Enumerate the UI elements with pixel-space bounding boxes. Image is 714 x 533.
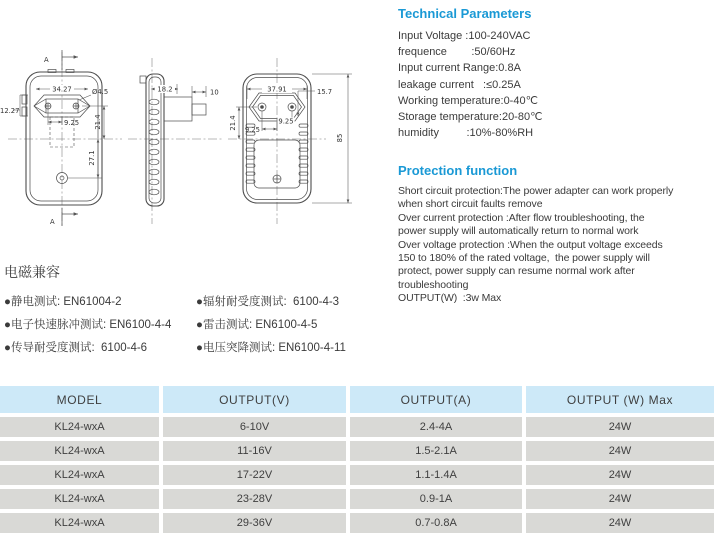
parameter-line: frequence :50/60Hz <box>398 46 516 59</box>
cell-output-a: 0.9-1A <box>350 489 522 509</box>
cell-output-w: 24W <box>526 513 714 533</box>
cell-output-v: 11-16V <box>163 441 346 461</box>
table-row <box>0 465 714 485</box>
parameter-line: Working temperature:0-40℃ <box>398 94 538 107</box>
table-row <box>0 513 714 533</box>
protection-line: 150 to 180% of the rated voltage, the power supply will <box>398 252 650 265</box>
column-header: OUTPUT(A) <box>350 386 522 413</box>
cell-output-w: 24W <box>526 417 714 437</box>
dim-label: Ø4.5 <box>92 88 109 96</box>
dim-label: 12.27 <box>0 107 20 115</box>
emc-test-item: ●静电测试: EN61004-2 <box>4 296 122 308</box>
parameter-line: Input Voltage :100-240VAC <box>398 30 531 42</box>
protection-function-title: Protection function <box>398 163 518 178</box>
cell-output-a: 1.1-1.4A <box>350 465 522 485</box>
cell-model: KL24-wxA <box>0 489 159 509</box>
emc-test-item: ●传导耐受度测试: 6100-4-6 <box>4 342 148 354</box>
cell-output-v: 17-22V <box>163 465 346 485</box>
emc-test-item: ●雷击测试: EN6100-4-5 <box>196 319 318 331</box>
protection-line: when short circuit faults remove <box>398 198 543 211</box>
back-view-drawing <box>228 58 352 224</box>
parameter-line: humidity :10%-80%RH <box>398 127 534 140</box>
parameter-line: Storage temperature:20-80℃ <box>398 111 543 124</box>
dim-label: 15.7 <box>317 88 333 96</box>
technical-parameters-title: Technical Parameters <box>398 6 532 21</box>
emc-title: 电磁兼容 <box>4 264 60 280</box>
dim-label: 85 <box>336 133 344 143</box>
cell-output-w: 24W <box>526 465 714 485</box>
protection-line: protect, power supply can resume normal work after <box>398 265 635 278</box>
emc-test-item: ●辐射耐受度测试: 6100-4-3 <box>196 296 340 308</box>
cell-output-a: 1.5-2.1A <box>350 441 522 461</box>
dim-label: 18.2 <box>157 85 173 94</box>
cell-model: KL24-wxA <box>0 513 159 533</box>
column-header: OUTPUT (W) Max <box>526 386 714 413</box>
protection-line: troubleshooting <box>398 278 469 291</box>
dim-label: 21.4 <box>229 115 237 131</box>
dim-label: 10 <box>210 88 219 97</box>
emc-test-item: ●电压突降测试: EN6100-4-11 <box>196 342 346 354</box>
table-row <box>0 441 714 461</box>
cell-output-v: 29-36V <box>163 513 346 533</box>
table-row <box>0 489 714 509</box>
cell-output-a: 0.7-0.8A <box>350 513 522 533</box>
protection-function-section <box>398 163 714 306</box>
parameter-line: leakage current :≤0.25A <box>398 78 521 91</box>
technical-drawings <box>0 0 395 250</box>
section-cut-label: A <box>50 218 55 226</box>
emc-columns <box>4 291 346 360</box>
emc-left-column <box>4 291 196 360</box>
table-row <box>0 417 714 437</box>
cell-model: KL24-wxA <box>0 417 159 437</box>
technical-parameters-list <box>398 28 542 141</box>
table-body <box>0 417 714 533</box>
emc-test-item: ●电子快速脉冲测试: EN6100-4-4 <box>4 319 172 331</box>
dim-label: 21.4 <box>94 114 102 130</box>
cell-model: KL24-wxA <box>0 441 159 461</box>
protection-line: Short circuit protection:The power adapter can work properly <box>398 185 674 197</box>
dim-label: 37.91 <box>267 85 287 94</box>
protection-line: power supply will automatically return to normal work <box>398 225 639 238</box>
section-cut-label: A <box>44 56 49 64</box>
dim-label: 9.25 <box>278 117 294 126</box>
protection-line: OUTPUT(W) :3w Max <box>398 292 502 305</box>
table-header-row <box>0 386 714 413</box>
cell-output-w: 24W <box>526 489 714 509</box>
front-view-drawing <box>0 50 122 226</box>
cell-output-v: 6-10V <box>163 417 346 437</box>
protection-line: Over current protection :After flow troubleshooting, the <box>398 211 645 224</box>
cell-output-a: 2.4-4A <box>350 417 522 437</box>
column-header: OUTPUT(V) <box>163 386 346 413</box>
parameter-line: Input current Range:0.8A <box>398 62 521 75</box>
technical-parameters-section <box>398 6 542 141</box>
dim-label: 9.25 <box>64 119 80 127</box>
cell-output-v: 23-28V <box>163 489 346 509</box>
dim-label: 9.25 <box>244 126 260 134</box>
cell-model: KL24-wxA <box>0 465 159 485</box>
protection-line: Over voltage protection :When the output voltage exceeds <box>398 238 663 251</box>
dim-label: 27.1 <box>88 150 96 166</box>
column-header: MODEL <box>0 386 159 413</box>
side-view-drawing <box>128 58 222 224</box>
protection-function-list <box>398 185 714 306</box>
output-spec-table <box>0 386 714 533</box>
cell-output-w: 24W <box>526 441 714 461</box>
emc-right-column <box>196 291 346 360</box>
dim-label: 34.27 <box>52 85 72 94</box>
emc-section <box>4 262 346 360</box>
